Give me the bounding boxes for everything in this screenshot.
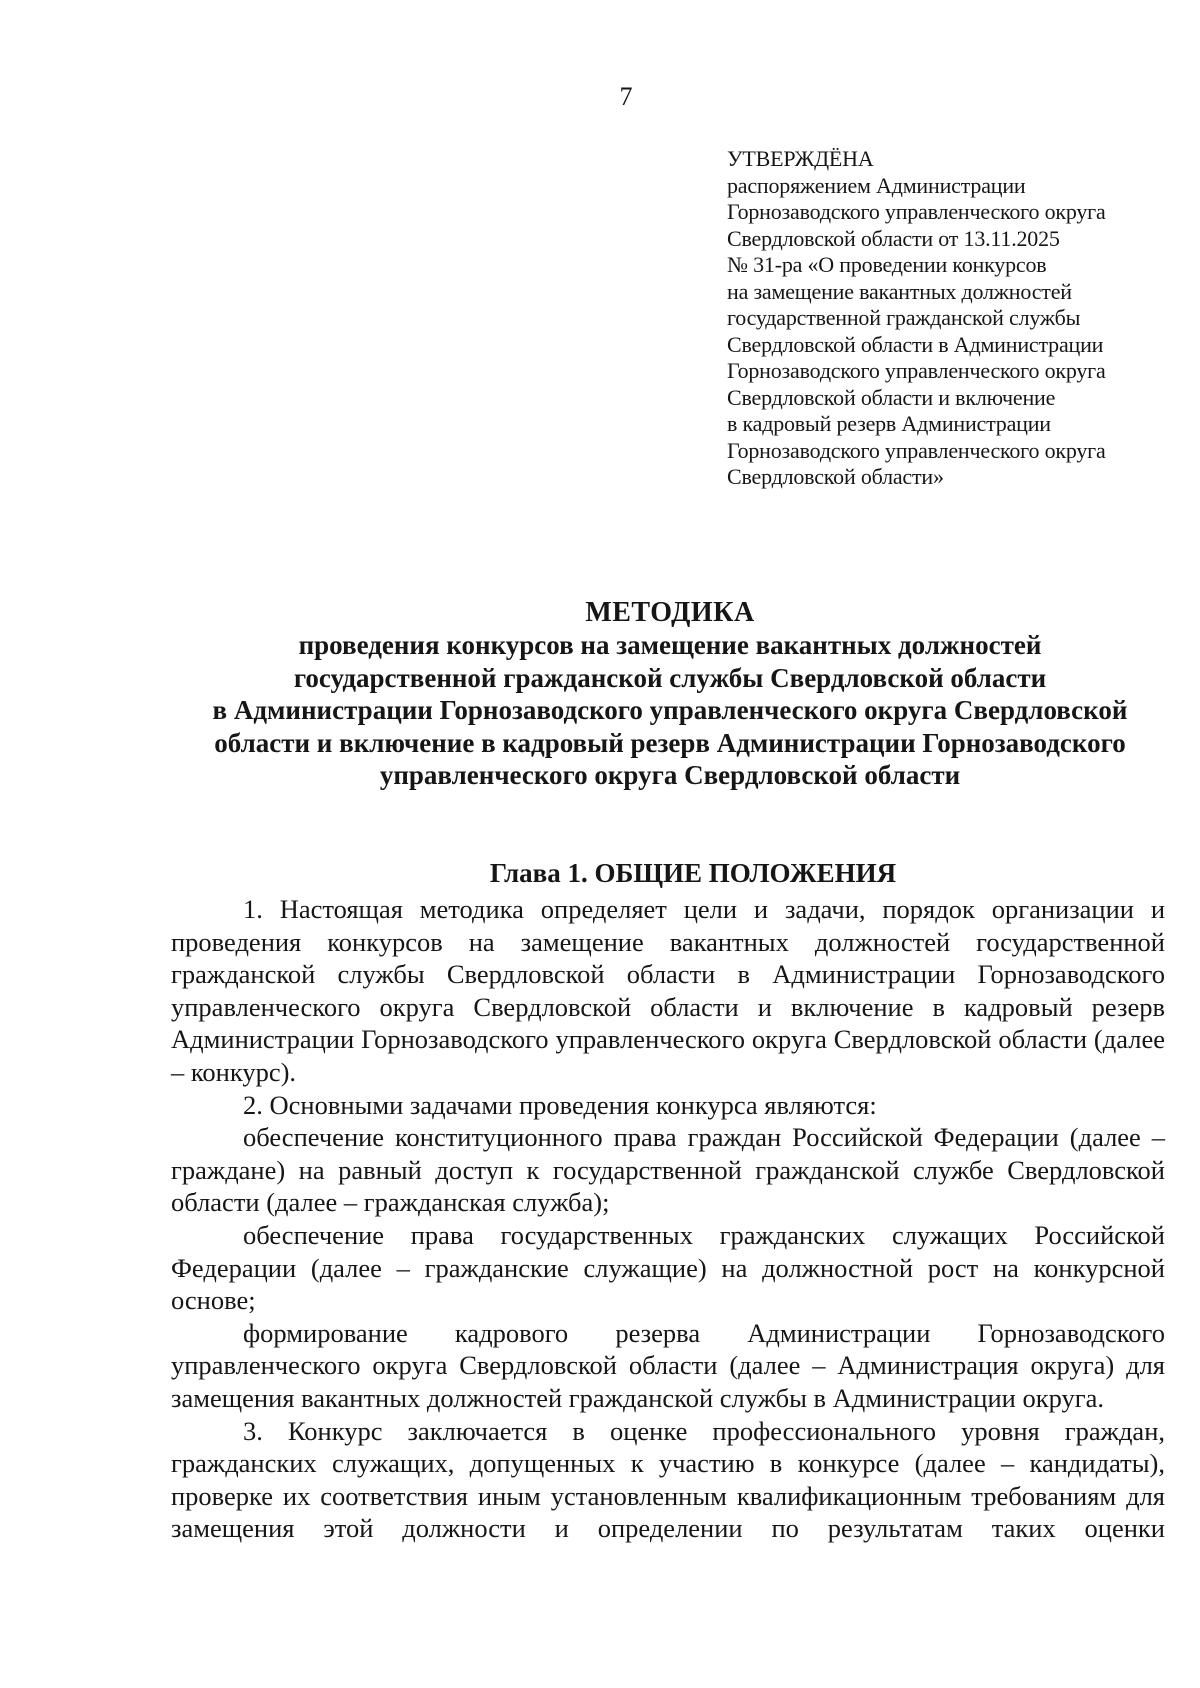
approval-line: УТВЕРЖДЁНА bbox=[727, 146, 874, 171]
subtitle-line: проведения конкурсов на замещение вакантных должностей bbox=[298, 630, 1042, 660]
subtitle-line: области и включение в кадровый резерв Администрации Горнозаводского bbox=[214, 727, 1126, 758]
approval-line: Свердловской области от 13.11.2025 bbox=[727, 225, 1060, 251]
subtitle-line: в Администрации Горнозаводского управленческого округа Свердловской bbox=[212, 695, 1128, 725]
paragraph: формирование кадрового резерва Администрации Горнозаводского управленческого округа Свердловской области (далее – Администрация округа) для замещения вакантных должностей гражданской службы в Администрации округа. bbox=[171, 1317, 1165, 1413]
approval-line: Свердловской области в Администрации bbox=[727, 331, 1104, 357]
approval-line: в кадровый резерв Администрации bbox=[727, 411, 1051, 436]
paragraph: 2. Основными задачами проведения конкурса являются: bbox=[243, 1089, 877, 1120]
paragraph: 3. Конкурс заключается в оценке профессионального уровня граждан, гражданских служащих, допущенных к участию в конкурсе (далее – кандидаты), проверке их соответствия иным установленным квалификационным требованиям для замещения этой должности и определении по результатам таких оценки bbox=[171, 1415, 1165, 1544]
document-subtitle bbox=[150, 629, 1190, 792]
approval-line: государственной гражданской службы bbox=[727, 305, 1081, 330]
approval-line: Горнозаводского управленческого округа bbox=[727, 199, 1106, 224]
approval-line: на замещение вакантных должностей bbox=[727, 278, 1072, 304]
paragraph: обеспечение конституционного права граждан Российской Федерации (далее – граждане) на равный доступ к государственной гражданской службе Свердловской области (далее – гражданская служба); bbox=[171, 1122, 1165, 1218]
paragraph: 1. Настоящая методика определяет цели и задачи, порядок организации и проведения конкурсов на замещение вакантных должностей государственной гражданской службы Свердловской области в Администрации Горнозаводского управленческого округа Свердловской области и включение в кадровый резерв Администрации Горнозаводского управленческого округа Свердловской области (далее – конкурс). bbox=[171, 894, 1165, 1087]
approval-line: № 31-ра «О проведении конкурсов bbox=[727, 252, 1047, 277]
document-title: МЕТОДИКА bbox=[585, 597, 755, 628]
approval-line: распоряжением Администрации bbox=[727, 172, 1026, 198]
approval-line: Горнозаводского управленческого округа bbox=[727, 358, 1106, 383]
approval-line: Свердловской области» bbox=[727, 464, 944, 489]
subtitle-line: государственной гражданской службы Свердловской области bbox=[293, 662, 1047, 693]
document-body bbox=[171, 893, 1165, 1545]
approval-line: Горнозаводского управленческого округа bbox=[727, 437, 1106, 463]
document-title-block bbox=[150, 597, 1190, 792]
page-number: 7 bbox=[619, 82, 633, 111]
approval-line: Свердловской области и включение bbox=[727, 384, 1056, 410]
chapter-heading: Глава 1. ОБЩИЕ ПОЛОЖЕНИЯ bbox=[489, 858, 897, 888]
subtitle-line: управленческого округа Свердловской области bbox=[379, 760, 961, 790]
approval-stamp-block bbox=[727, 146, 1157, 491]
paragraph: обеспечение права государственных гражданских служащих Российской Федерации (далее – гражданские служащие) на должностной рост на конкурсной основе; bbox=[171, 1219, 1165, 1316]
